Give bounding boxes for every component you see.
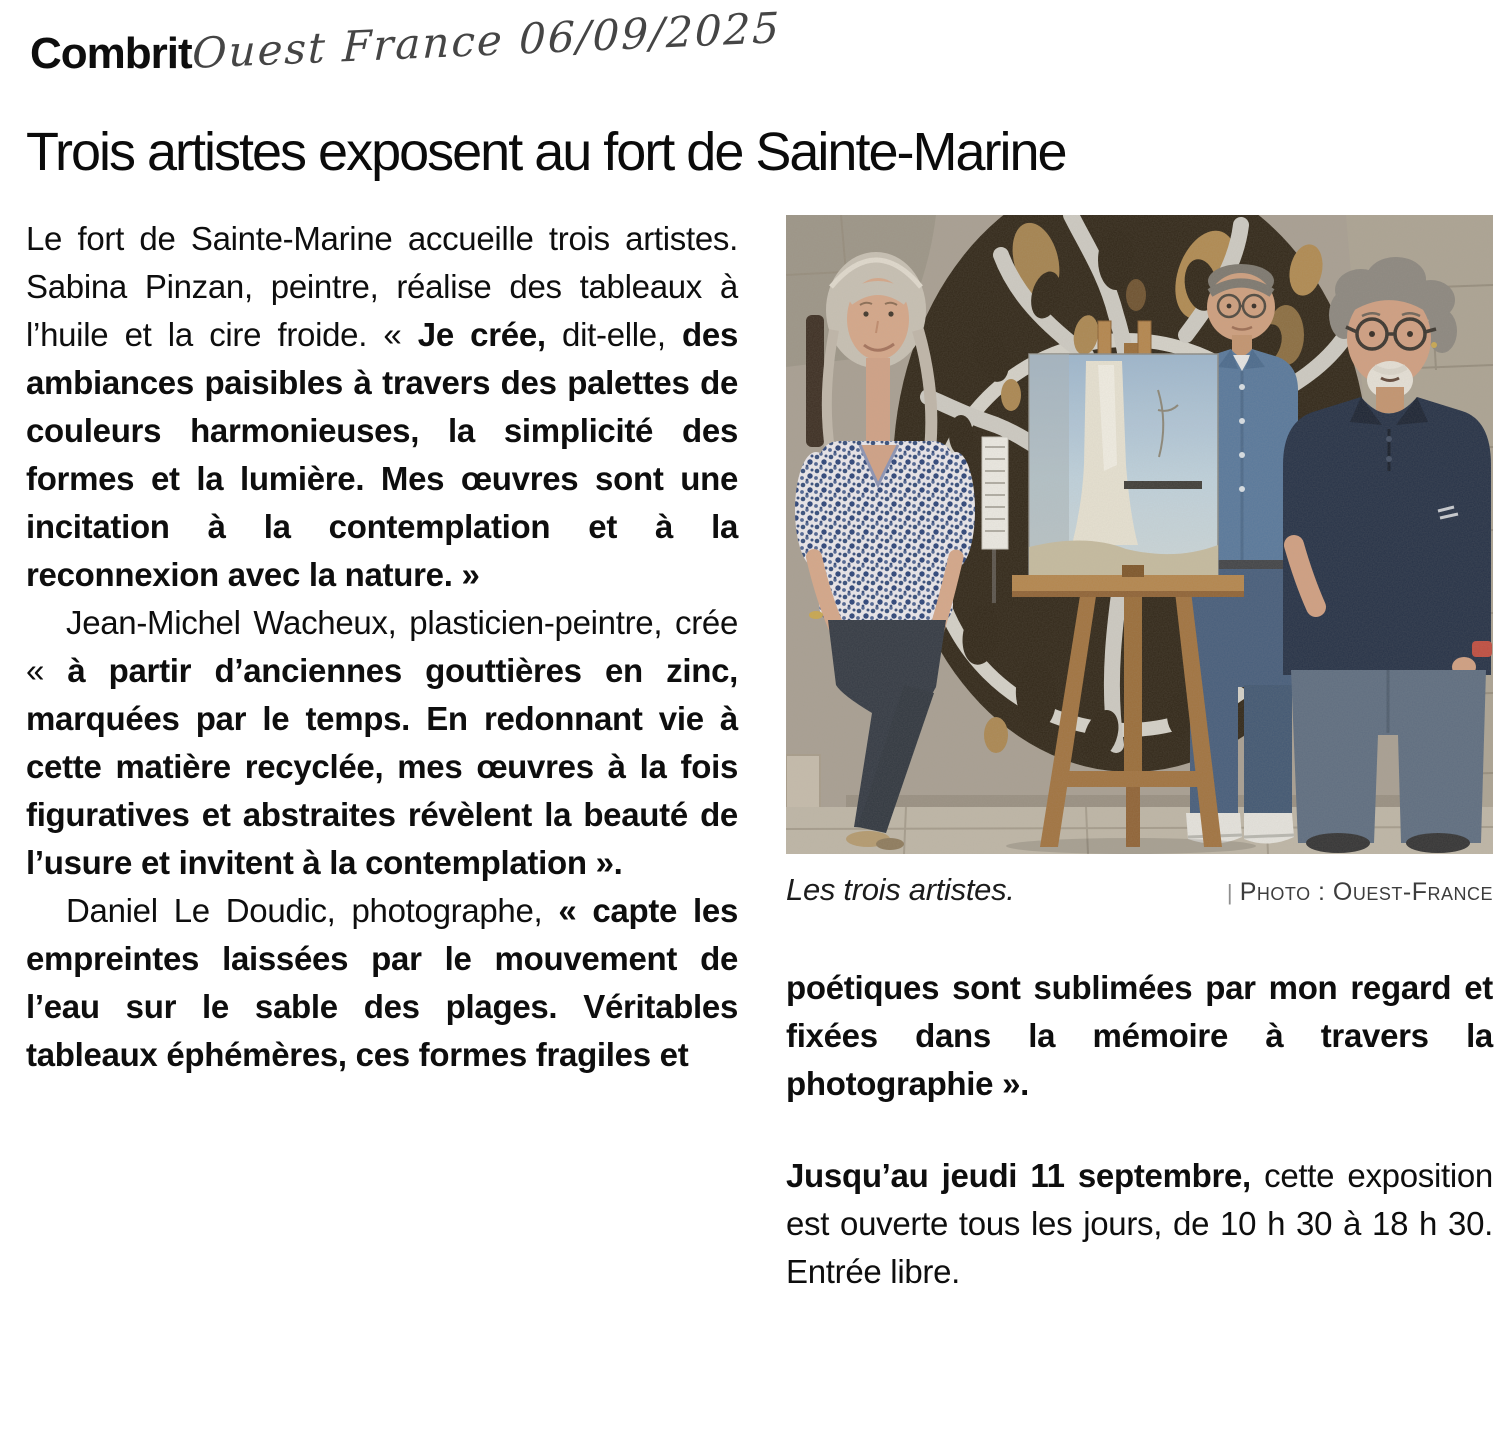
bold-quote-run: Je crée, [417,316,546,354]
bold-quote-run: poétiques sont sublimées par mon regard et fixées dans la mémoire à travers la photographie ». [786,969,1493,1103]
section-title: Combrit [30,29,192,78]
paragraph-4 [786,964,1493,1108]
bold-quote-run: à partir d’anciennes gouttières en zinc, marquées par le temps. En redonnant vie à cette matière recyclée, mes œuvres à la fois figuratives et abstraites révèlent la beauté de l’usure et invitent à la contemplation ». [26,652,738,882]
text-run: cette exposition est ouverte tous les jours, de 10 h 30 à 18 h 30. Entrée libre. [786,1157,1493,1291]
paragraph-5 [786,1152,1493,1296]
right-column [786,215,1493,1296]
handwritten-note: Ouest France 06/09/2025 [191,3,782,78]
text-run: dit-elle, [545,316,683,354]
article-columns [26,215,1511,1296]
bold-quote-run: des ambiances paisibles à travers des palettes de couleurs harmonieuses, la simplicité des formes et la lumière. Mes œuvres sont une incitation à la contemplation et à la reconnexion avec la nature. » [26,316,739,594]
photo-caption-row [786,872,1493,908]
article-photo-figure [786,215,1493,908]
credit-text: Photo : Ouest-France [1239,878,1493,907]
photo-three-artists [786,215,1493,854]
headline: Trois artistes exposent au fort de Sainte-Marine [26,122,1066,183]
left-column [26,215,738,1296]
credit-separator: | [1226,880,1240,906]
paragraph-2 [26,599,738,887]
bold-lead-run: Jusqu’au jeudi 11 septembre, [786,1157,1251,1195]
text-run: Jean-Michel Wacheux, plasticien-peintre, crée « [26,604,738,690]
photo-caption: Les trois artistes. [786,872,1015,908]
bold-quote-run: « capte les empreintes laissées par le mouvement de l’eau sur le sable des plages. Véritables tableaux éphémères, ces formes fragiles et [26,892,738,1074]
text-run: Daniel Le Doudic, photographe, [66,892,559,930]
text-run: Le fort de Sainte-Marine accueille trois artistes. Sabina Pinzan, peintre, réalise des tableaux à l’huile et la cire froide. « [26,220,738,354]
paragraph-1 [26,215,738,599]
warm-tint-overlay [786,215,1493,854]
photo-credit [1227,878,1493,907]
paragraph-3 [26,887,738,1079]
